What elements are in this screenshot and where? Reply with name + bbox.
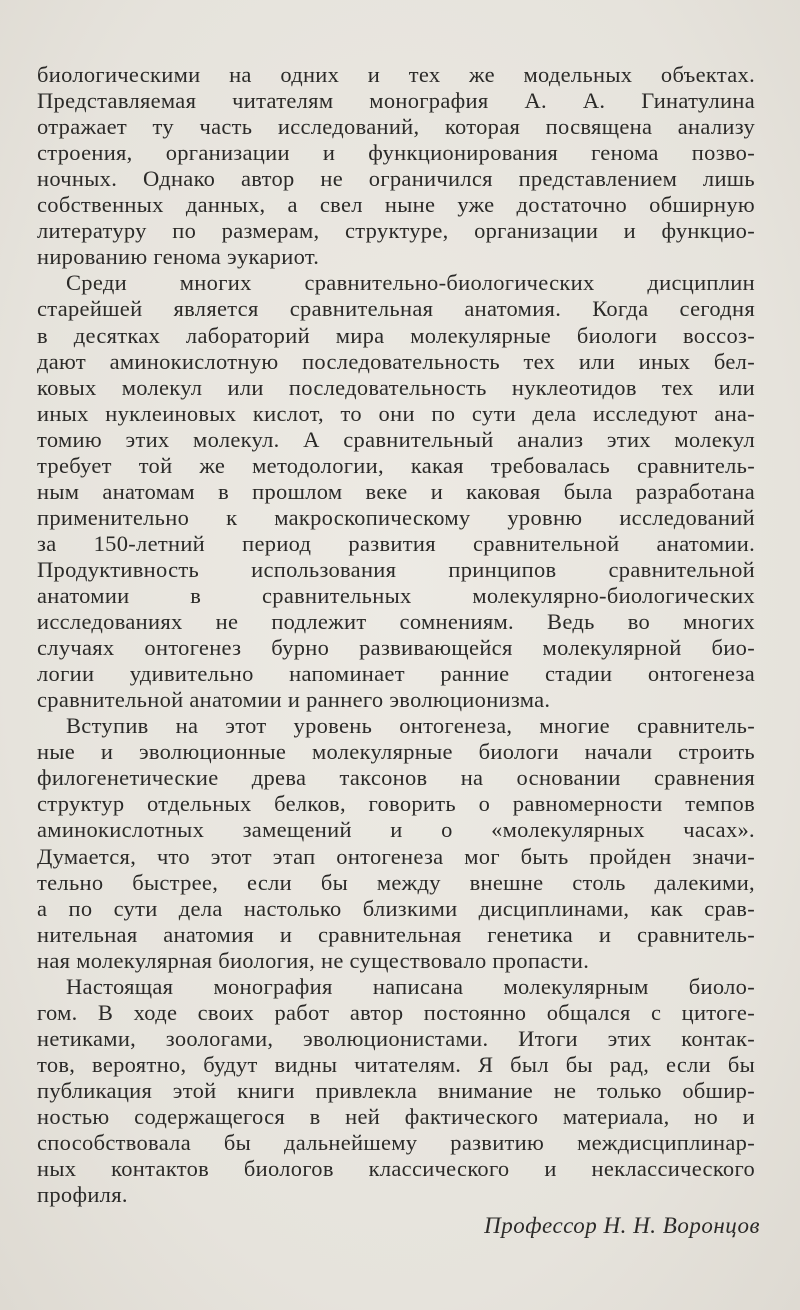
text-line: а по сути дела настолько близкими дисциплинами, как срав-: [37, 895, 755, 921]
text-line: собственных данных, а свел ныне уже достаточно обширную: [37, 192, 755, 218]
text-line: в десятках лабораторий мира молекулярные биологи воссоз-: [37, 322, 755, 348]
text-line: нетиками, зоологами, эволюционистами. Итоги этих контак-: [37, 1025, 755, 1051]
text-line: сравнительной анатомии и раннего эволюционизма.: [37, 687, 551, 713]
text-line: томию этих молекул. А сравнительный анализ этих молекул: [37, 426, 755, 452]
text-line: Продуктивность использования принципов сравнительной: [37, 556, 755, 582]
text-line: ностью содержащегося в ней фактического материала, но и: [37, 1104, 755, 1129]
text-line: иных нуклеиновых кислот, то они по сути дела исследуют ана-: [37, 400, 755, 426]
text-line: исследованиях не подлежит сомнениям. Ведь во многих: [37, 609, 755, 635]
text-line: биологическими на одних и тех же модельных объектах.: [37, 62, 755, 87]
text-line: тов, вероятно, будут видны читателям. Я был бы рад, если бы: [37, 1051, 755, 1077]
text-line: анатомии в сравнительных молекулярно-биологических: [37, 583, 755, 608]
text-line: ные и эволюционные молекулярные биологи начали строить: [37, 739, 755, 765]
text-line: гом. В ходе своих работ автор постоянно общался с цитоге-: [37, 999, 755, 1025]
text-line: нированию генома эукариот.: [37, 244, 320, 270]
author-signature: Профессор Н. Н. Воронцов: [484, 1213, 760, 1238]
text-line: дают аминокислотную последовательность тех или иных бел-: [37, 348, 755, 374]
text-line: строения, организации и функционирования генома позво-: [37, 140, 755, 166]
text-line: Среди многих сравнительно-биологических дисциплин: [66, 270, 755, 296]
text-line: тельно быстрее, если бы между внешне столь далекими,: [37, 869, 755, 895]
text-line: ковых молекул или последовательность нуклеотидов тех или: [37, 374, 755, 400]
text-line: Вступив на этот уровень онтогенеза, многие сравнитель-: [66, 713, 755, 739]
text-line: нительная анатомия и сравнительная генетика и сравнитель-: [37, 921, 755, 947]
text-line: Думается, что этот этап онтогенеза мог быть пройден значи-: [37, 843, 755, 869]
text-line: за 150-летний период развития сравнительной анатомии.: [37, 530, 755, 556]
text-line: случаях онтогенез бурно развивающейся молекулярной био-: [37, 635, 755, 661]
text-line: структур отдельных белков, говорить о равномерности темпов: [37, 791, 755, 817]
text-line: старейшей является сравнительная анатомия. Когда сегодня: [37, 296, 755, 322]
text-line: ных контактов биологов классического и неклассического: [37, 1156, 755, 1182]
text-line: логии удивительно напоминает ранние стадии онтогенеза: [37, 661, 755, 687]
text-line: филогенетические древа таксонов на основании сравнения: [37, 765, 755, 791]
text-line: Настоящая монография написана молекулярным биоло-: [66, 973, 755, 999]
text-line: публикация этой книги привлекла внимание не только обшир-: [37, 1077, 755, 1103]
text-line: профиля.: [37, 1182, 128, 1208]
text-line: способствовала бы дальнейшему развитию междисциплинар-: [37, 1130, 755, 1156]
text-line: отражает ту часть исследований, которая посвящена анализу: [37, 114, 755, 140]
text-line: Представляемая читателям монография А. А. Гинатулина: [37, 88, 755, 114]
text-line: применительно к макроскопическому уровню исследований: [37, 504, 755, 530]
text-line: ным анатомам в прошлом веке и каковая была разработана: [37, 478, 755, 504]
text-line: литературу по размерам, структуре, организации и функцио-: [37, 218, 755, 244]
text-line: ная молекулярная биология, не существовало пропасти.: [37, 947, 590, 973]
text-line: ночных. Однако автор не ограничился представлением лишь: [37, 166, 755, 192]
text-line: аминокислотных замещений и о «молекулярных часах».: [37, 817, 755, 843]
text-line: требует той же методологии, какая требовалась сравнитель-: [37, 452, 755, 478]
